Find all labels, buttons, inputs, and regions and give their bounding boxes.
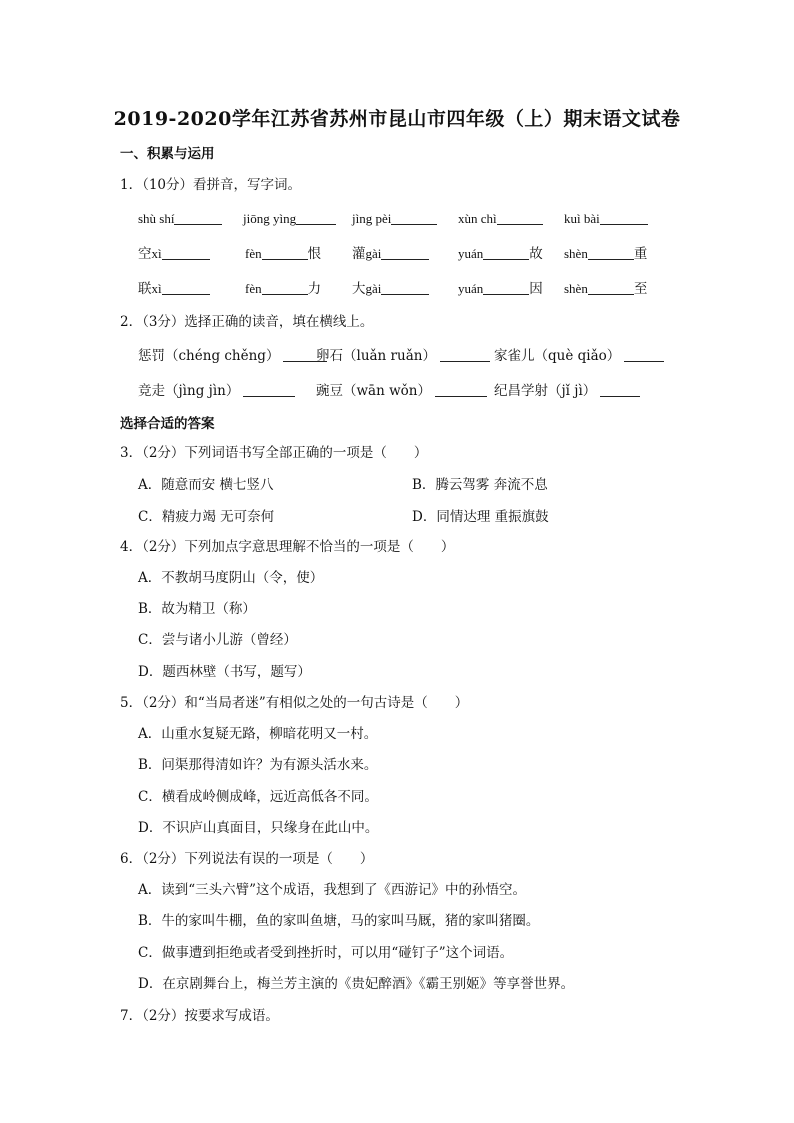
- q1-item: [245, 247, 321, 262]
- answer-blank[interactable]: [483, 247, 529, 260]
- q4-option-c[interactable]: C．尝与诸小儿游（曾经）: [138, 632, 297, 648]
- char: 灌: [352, 246, 366, 262]
- q1-item: [352, 282, 429, 297]
- pinyin: yuán: [458, 281, 484, 296]
- q5-option-c[interactable]: C．横看成岭侧成峰，远近高低各不同。: [138, 789, 378, 805]
- q1-item: [245, 282, 321, 297]
- answer-blank[interactable]: [588, 282, 634, 295]
- q2-item: [138, 384, 295, 399]
- q1-item: [352, 212, 437, 227]
- answer-blank[interactable]: [296, 212, 336, 225]
- char: 因: [529, 281, 543, 297]
- q2-item: [494, 349, 664, 364]
- q6-stem: 6．（2分）下列说法有误的一项是（ ）: [120, 851, 374, 867]
- word-with-options: 豌豆（wān wǒn）: [316, 383, 431, 399]
- pinyin: fèn: [245, 246, 262, 261]
- answer-blank[interactable]: [243, 384, 295, 397]
- pinyin: gài: [365, 246, 382, 261]
- answer-blank[interactable]: [174, 212, 222, 225]
- char: 空: [138, 246, 152, 262]
- q5-option-b[interactable]: B．问渠那得清如许？为有源头活水来。: [138, 757, 378, 773]
- q6-option-d[interactable]: D．在京剧舞台上，梅兰芳主演的《贵妃醉酒》《霸王别姬》等享誉世界。: [138, 976, 575, 992]
- pinyin: xùn chì: [458, 211, 497, 226]
- char: 故: [529, 246, 543, 262]
- q3-option-a[interactable]: A．随意而安 横七竖八: [138, 477, 274, 493]
- q4-stem: 4．（2分）下列加点字意思理解不恰当的一项是（ ）: [120, 539, 455, 555]
- answer-blank[interactable]: [381, 282, 429, 295]
- word-with-options: 惩罚（chéng chěng）: [138, 348, 280, 364]
- q4-option-b[interactable]: B．故为精卫（称）: [138, 601, 256, 617]
- answer-blank[interactable]: [483, 282, 529, 295]
- q1-item: [564, 212, 648, 227]
- pinyin: xì: [151, 246, 162, 261]
- pinyin: kuì bài: [564, 211, 600, 226]
- pinyin: shèn: [564, 246, 588, 261]
- answer-blank[interactable]: [497, 212, 543, 225]
- q1-item: [458, 212, 543, 227]
- answer-blank[interactable]: [262, 247, 308, 260]
- q3-option-b[interactable]: B．腾云驾雾 奔流不息: [412, 477, 548, 493]
- q1-item: [458, 282, 543, 297]
- q6-option-c[interactable]: C．做事遭到拒绝或者受到挫折时，可以用“碰钉子”这个词语。: [138, 945, 514, 961]
- answer-blank[interactable]: [588, 247, 634, 260]
- char: 力: [307, 281, 322, 297]
- q5-option-a[interactable]: A．山重水复疑无路，柳暗花明又一村。: [138, 726, 378, 742]
- q3-option-d[interactable]: D．同情达理 重振旗鼓: [412, 509, 549, 525]
- q1-item: [564, 247, 647, 262]
- page-title: 2019-2020学年江苏省苏州市昆山市四年级（上）期末语文试卷: [113, 108, 681, 130]
- answer-blank[interactable]: [391, 212, 437, 225]
- pinyin: yuán: [458, 246, 484, 261]
- q1-item: [352, 247, 429, 262]
- q6-option-b[interactable]: B．牛的家叫牛棚，鱼的家叫鱼塘，马的家叫马厩，猪的家叫猪圈。: [138, 913, 540, 929]
- char: 重: [633, 246, 648, 262]
- q6-option-a[interactable]: A．读到“三头六臂”这个成语，我想到了《西游记》中的孙悟空。: [138, 882, 527, 898]
- pinyin: jìng pèi: [352, 211, 392, 226]
- q1-item: [564, 282, 647, 297]
- q1-item: [458, 247, 543, 262]
- q2-stem: 2．（3分）选择正确的读音，填在横线上。: [120, 314, 374, 330]
- char: 大: [352, 281, 366, 297]
- pinyin: gài: [365, 281, 382, 296]
- q7-stem: 7．（2分）按要求写成语。: [120, 1008, 279, 1024]
- q4-option-d[interactable]: D．题西林壁（书写，题写）: [138, 664, 311, 680]
- q2-item: [138, 349, 327, 364]
- q3-option-c[interactable]: C．精疲力竭 无可奈何: [138, 509, 275, 525]
- word-with-options: 纪昌学射（jǐ jì）: [494, 383, 597, 399]
- q4-option-a[interactable]: A．不教胡马度阴山（令，使）: [138, 570, 324, 586]
- answer-blank[interactable]: [381, 247, 429, 260]
- q1-item: [243, 212, 336, 227]
- word-with-options: 竞走（jìng jìn）: [138, 383, 240, 399]
- answer-blank[interactable]: [624, 349, 664, 362]
- q2-item: [316, 384, 487, 399]
- q2-item: [494, 384, 640, 399]
- answer-blank[interactable]: [162, 247, 210, 260]
- char: 恨: [307, 246, 322, 262]
- answer-blank[interactable]: [600, 212, 648, 225]
- q5-option-d[interactable]: D．不识庐山真面目，只缘身在此山中。: [138, 820, 379, 836]
- word-with-options: 卵石（luǎn ruǎn）: [316, 348, 436, 364]
- q3-stem: 3．（2分）下列词语书写全部正确的一项是（ ）: [120, 445, 428, 461]
- char: 联: [138, 281, 152, 297]
- pinyin: fèn: [245, 281, 262, 296]
- q5-stem: 5．（2分）和“当局者迷”有相似之处的一句古诗是（ ）: [120, 695, 469, 711]
- answer-blank[interactable]: [600, 384, 640, 397]
- answer-blank[interactable]: [162, 282, 210, 295]
- q1-item: [138, 282, 210, 297]
- pinyin: jiōng yìng: [243, 211, 297, 226]
- q2-item: [316, 349, 490, 364]
- q1-stem: 1．（10分）看拼音，写字词。: [120, 177, 302, 193]
- section-heading-1: 一、积累与运用: [120, 146, 215, 162]
- q1-item: [138, 247, 210, 262]
- answer-blank[interactable]: [440, 349, 490, 362]
- q1-item: [138, 212, 222, 227]
- pinyin: shù shí: [138, 211, 175, 226]
- char: 至: [633, 281, 648, 297]
- word-with-options: 家雀儿（què qiǎo）: [494, 348, 621, 364]
- section-heading-2: 选择合适的答案: [120, 416, 215, 432]
- answer-blank[interactable]: [435, 384, 487, 397]
- answer-blank[interactable]: [262, 282, 308, 295]
- pinyin: xì: [151, 281, 162, 296]
- pinyin: shèn: [564, 281, 588, 296]
